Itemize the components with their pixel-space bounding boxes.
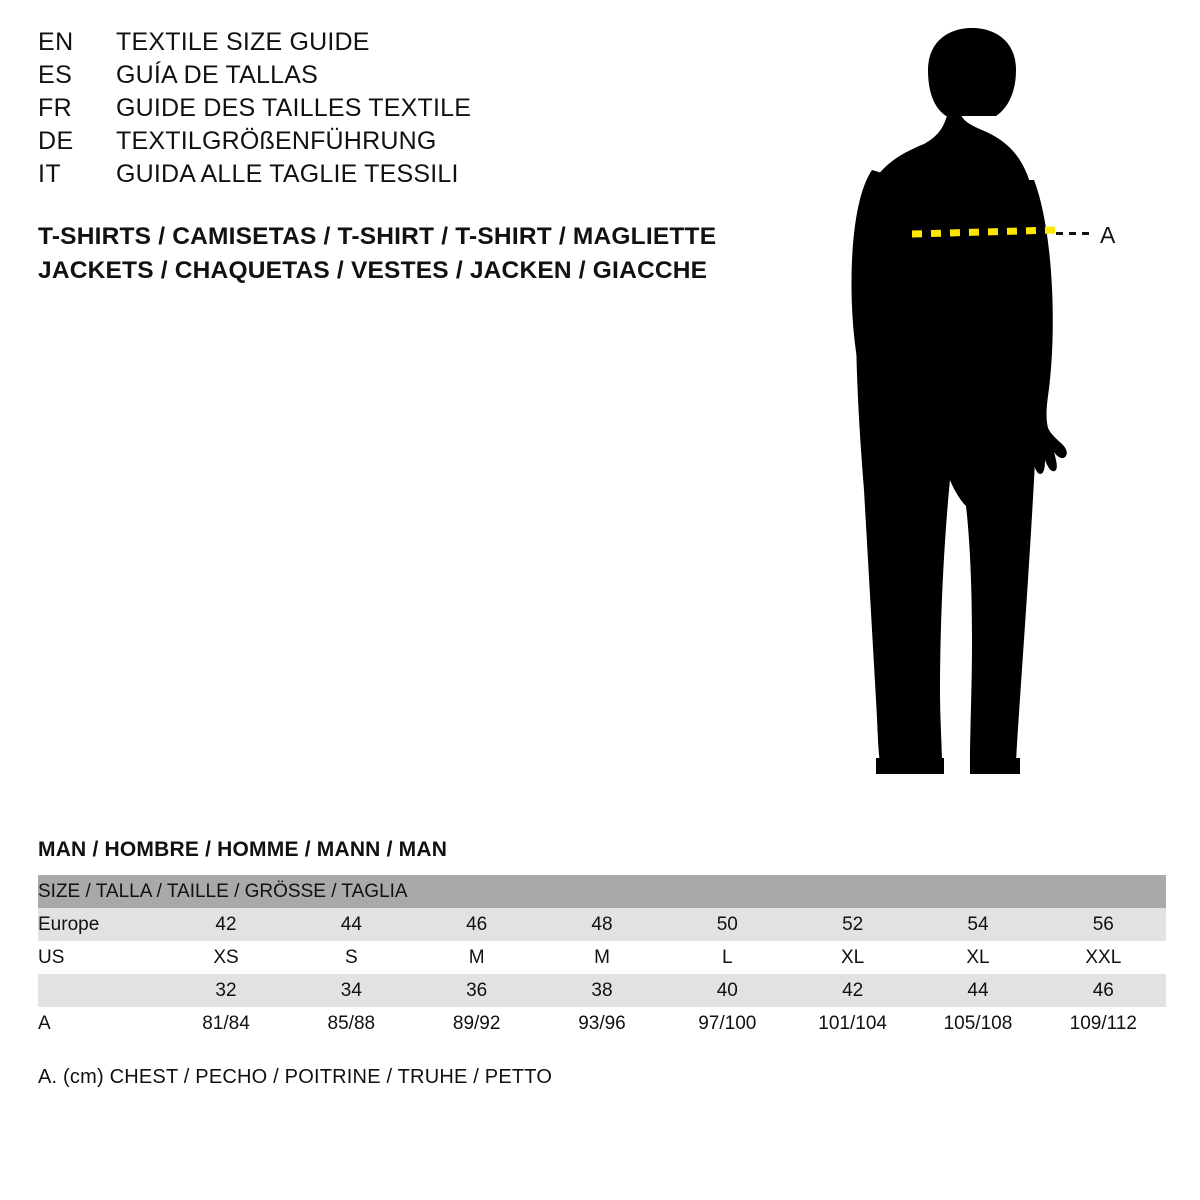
cell: 46	[1041, 974, 1166, 1007]
measure-label-a: A	[1100, 222, 1116, 248]
measure-leader-dashes	[1056, 232, 1092, 235]
cell: 38	[539, 974, 664, 1007]
table-row	[38, 1007, 1166, 1040]
cell: XS	[163, 941, 288, 974]
language-list	[38, 28, 758, 193]
cell: L	[665, 941, 790, 974]
cell: XXL	[1041, 941, 1166, 974]
cell: 50	[665, 908, 790, 941]
garment-types	[38, 220, 798, 288]
table-header-label: SIZE / TALLA / TAILLE / GRÖSSE / TAGLIA	[38, 875, 1166, 908]
body-silhouette	[820, 20, 1180, 800]
language-row	[38, 127, 758, 160]
cell: 36	[414, 974, 539, 1007]
language-code: DE	[38, 127, 74, 155]
row-label	[38, 974, 163, 1007]
cell: M	[414, 941, 539, 974]
cell: 34	[289, 974, 414, 1007]
language-code: FR	[38, 94, 73, 122]
cell: 54	[915, 908, 1040, 941]
cell: XL	[790, 941, 915, 974]
size-table	[38, 875, 1166, 1040]
section-title-man: MAN / HOMBRE / HOMME / MANN / MAN	[38, 838, 448, 861]
cell: 44	[289, 908, 414, 941]
cell: 44	[915, 974, 1040, 1007]
table-row	[38, 941, 1166, 974]
cell: 40	[665, 974, 790, 1007]
cell: M	[539, 941, 664, 974]
row-label: A	[38, 1007, 163, 1040]
cell: 32	[163, 974, 288, 1007]
row-label: US	[38, 941, 163, 974]
language-text: TEXTILGRÖßENFÜHRUNG	[116, 127, 437, 155]
garment-line-jackets: JACKETS / CHAQUETAS / VESTES / JACKEN / GIACCHE	[38, 257, 708, 284]
size-table-section	[38, 838, 1166, 1089]
cell: 48	[539, 908, 664, 941]
cell: 97/100	[665, 1007, 790, 1040]
language-row	[38, 160, 758, 193]
cell: 105/108	[915, 1007, 1040, 1040]
silhouette-svg	[820, 20, 1180, 800]
cell: 42	[163, 908, 288, 941]
cell: 52	[790, 908, 915, 941]
row-label: Europe	[38, 908, 163, 941]
table-header-row	[38, 875, 1166, 908]
language-row	[38, 28, 758, 61]
language-row	[38, 94, 758, 127]
garment-line-tshirts: T-SHIRTS / CAMISETAS / T-SHIRT / T-SHIRT / MAGLIETTE	[38, 223, 717, 250]
cell: 101/104	[790, 1007, 915, 1040]
language-text: TEXTILE SIZE GUIDE	[116, 28, 370, 56]
language-text: GUÍA DE TALLAS	[116, 61, 318, 89]
cell: S	[289, 941, 414, 974]
cell: 93/96	[539, 1007, 664, 1040]
cell: XL	[915, 941, 1040, 974]
cell: 89/92	[414, 1007, 539, 1040]
cell: 56	[1041, 908, 1166, 941]
cell: 46	[414, 908, 539, 941]
table-row	[38, 908, 1166, 941]
table-footnote: A. (cm) CHEST / PECHO / POITRINE / TRUHE / PETTO	[38, 1066, 553, 1088]
cell: 85/88	[289, 1007, 414, 1040]
language-code: IT	[38, 160, 62, 188]
table-row	[38, 974, 1166, 1007]
cell: 109/112	[1041, 1007, 1166, 1040]
language-text: GUIDE DES TAILLES TEXTILE	[116, 94, 472, 122]
language-code: ES	[38, 61, 73, 89]
language-row	[38, 61, 758, 94]
cell: 81/84	[163, 1007, 288, 1040]
language-text: GUIDA ALLE TAGLIE TESSILI	[116, 160, 459, 188]
cell: 42	[790, 974, 915, 1007]
language-code: EN	[38, 28, 74, 56]
silhouette-shape	[851, 28, 1066, 774]
